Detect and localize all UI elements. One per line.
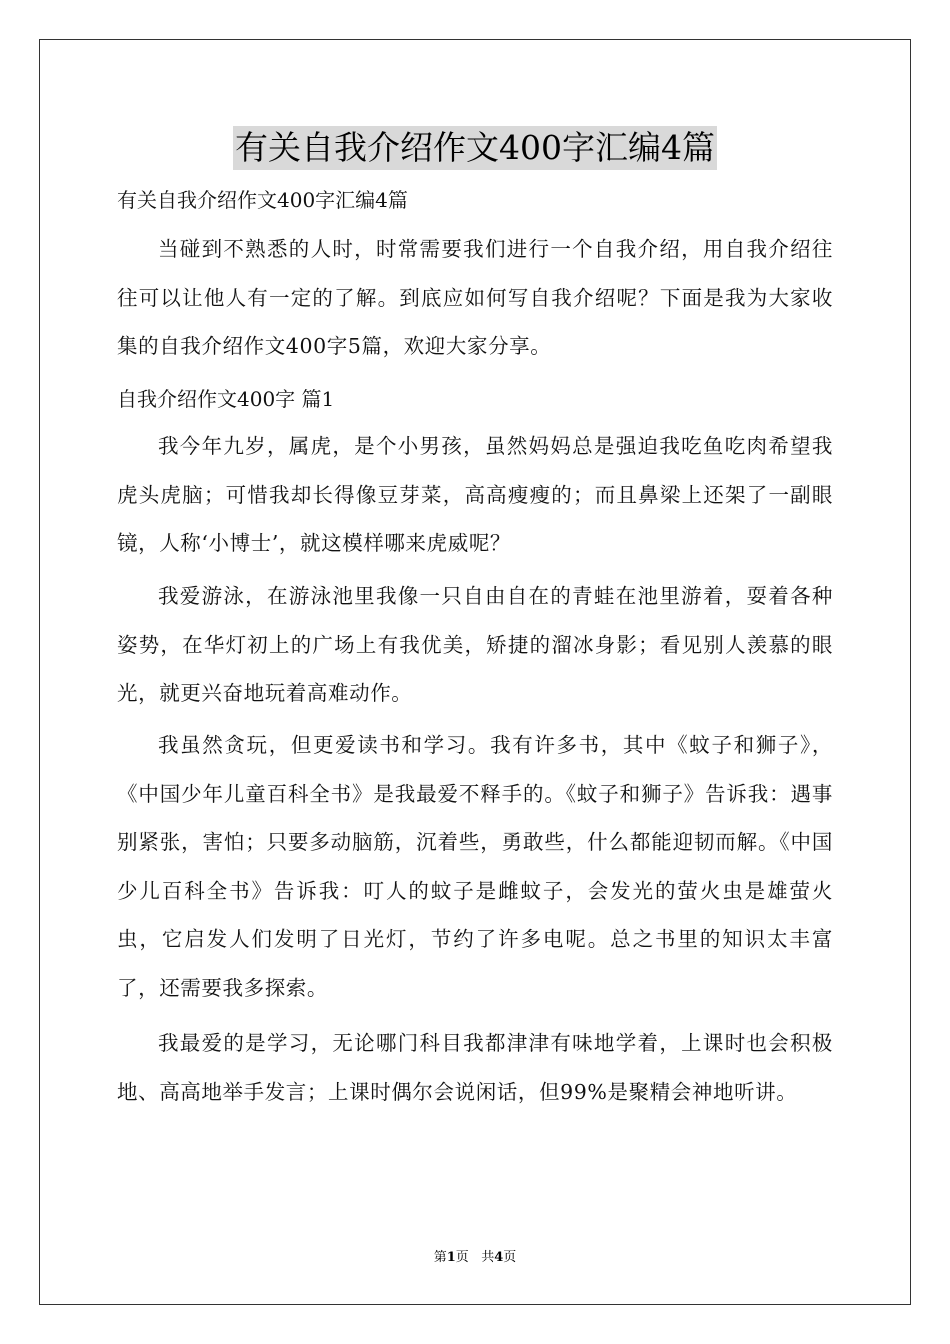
footer-page-prefix: 第 (433, 1250, 447, 1265)
document-subtitle: 有关自我介绍作文400字汇编4篇 (117, 188, 408, 212)
section-heading: 自我介绍作文400字 篇1 (117, 387, 335, 411)
footer-page-number: 1 (446, 1250, 456, 1265)
footer-total-number: 4 (494, 1250, 504, 1265)
body-paragraph-1: 我今年九岁，属虎，是个小男孩，虽然妈妈总是强迫我吃鱼吃肉希望我虎头虎脑；可惜我却长得像豆芽菜，高高瘦瘦的；而且鼻梁上还架了一副眼镜，人称‘小博士’，就这模样哪来虎威呢？ (117, 434, 833, 555)
footer-total-suffix: 页 (503, 1250, 517, 1265)
document-title: 有关自我介绍作文400字汇编4篇 (233, 126, 717, 170)
title-container (117, 126, 833, 170)
body-paragraph-4: 我最爱的是学习，无论哪门科目我都津津有味地学着，上课时也会积极地、高高地举手发言；上课时偶尔会说闲话，但99%是聚精会神地听讲。 (117, 1031, 833, 1104)
body-paragraph-2: 我爱游泳，在游泳池里我像一只自由自在的青蛙在池里游着，耍着各种姿势，在华灯初上的广场上有我优美，矫捷的溜冰身影；看见别人羡慕的眼光，就更兴奋地玩着高难动作。 (117, 584, 833, 705)
footer-total-prefix: 共 (481, 1250, 495, 1265)
page-footer (0, 1250, 950, 1266)
footer-page-suffix: 页 (455, 1250, 469, 1265)
body-paragraph-3: 我虽然贪玩，但更爱读书和学习。我有许多书，其中《蚊子和狮子》，《中国少年儿童百科全书》是我最爱不释手的。《蚊子和狮子》告诉我：遇事别紧张，害怕；只要多动脑筋，沉着些，勇敢些，什么都能迎韧而解。《中国少儿百科全书》告诉我：叮人的蚊子是雌蚊子，会发光的萤火虫是雄萤火虫，它启发人们发明了日光灯，节约了许多电呢。总之书里的知识太丰富了，还需要我多探索。 (117, 733, 833, 1000)
intro-paragraph: 当碰到不熟悉的人时，时常需要我们进行一个自我介绍，用自我介绍往往可以让他人有一定的了解。到底应如何写自我介绍呢？下面是我为大家收集的自我介绍作文400字5篇，欢迎大家分享。 (117, 237, 833, 358)
